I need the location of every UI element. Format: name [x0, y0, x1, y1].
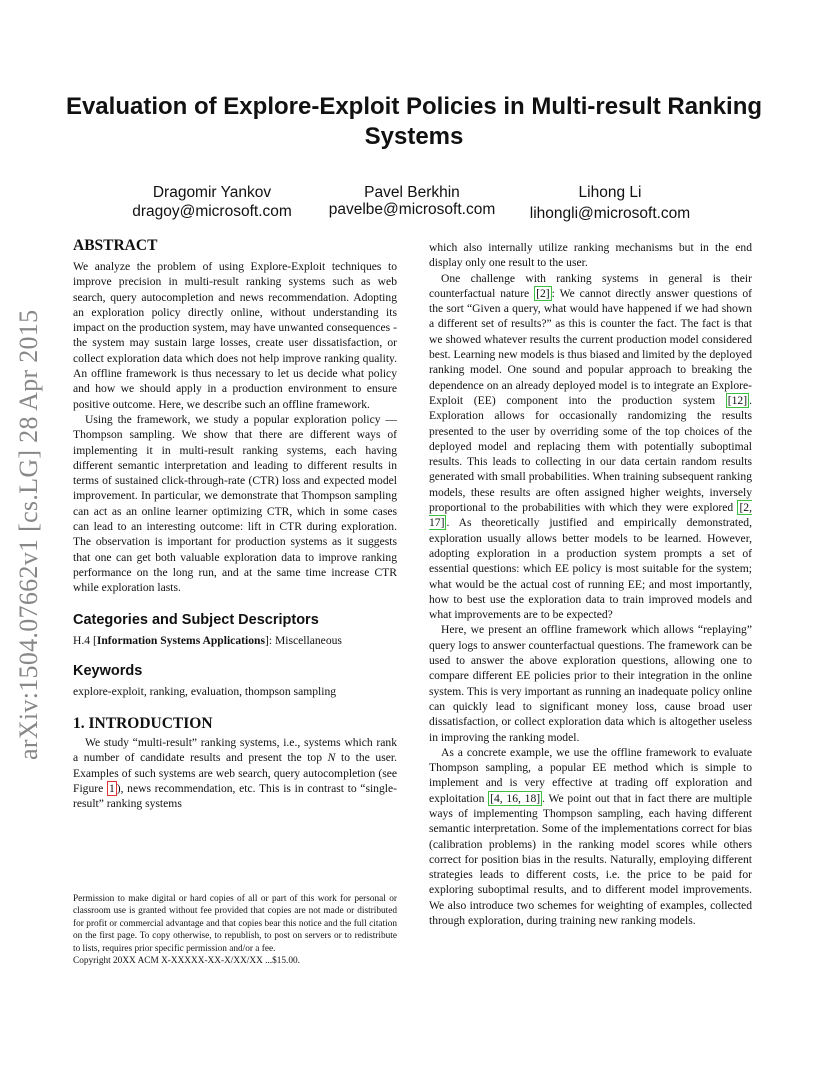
intro-paragraph: We study “multi-result” ranking systems, i.e., systems which rank a number of candidate results and present the top N to the user. Examples of such systems are web search, query autocompletion (see Figure 1 ), news recommendation, etc. This is in contrast to “single-result” ranking systems: [73, 736, 398, 811]
keywords-heading: Keywords: [73, 662, 143, 679]
author-name: Lihong Li: [578, 184, 642, 201]
paper-title: Evaluation of Explore-Exploit Policies in Multi-result Ranking Systems: [65, 93, 763, 150]
author-email: pavelbe@microsoft.com: [328, 201, 496, 218]
author-name: Dragomir Yankov: [152, 184, 272, 201]
author-email: dragoy@microsoft.com: [132, 203, 292, 220]
intro-paragraph: Here, we present an offline framework which allows “replaying” query logs to answer counterfactual questions. The framework can be used to answer the above exploration questions, allowing one to compare different EE policies prior to their integration in the online system. This is very important as running an inadequate policy online can quickly lead to significant money loss, cause broad user dissatisfaction, or collect exploration data which is altogether useless in improving the ranking model.: [429, 623, 752, 744]
citation-link[interactable]: [12]: [727, 393, 748, 407]
categories-heading: Categories and Subject Descriptors: [73, 611, 319, 628]
figure-link[interactable]: 1: [108, 782, 115, 796]
abstract-paragraph: Using the framework, we study a popular exploration policy — Thompson sampling. We show that there are different ways of implementing it in multi-result ranking systems, each having different semantic interpretation and leading to different results in terms of sustained click-through-rate (CTR) loss and expected model improvement. In particular, we demonstrate that Thompson sampling can act as an online learner optimizing CTR, which in some cases can lead to an interesting outcome: lift in CTR during exploration. The observation is important for production systems as it suggests that one can get both valuable exploration data to improve ranking performance on the long run, and at the same time increase CTR while exploration lasts.: [73, 412, 397, 595]
categories-text: H.4 [Information Systems Applications]: Miscellaneous: [73, 633, 342, 647]
author-block: [520, 183, 700, 223]
author-block: [318, 183, 506, 219]
citation-link[interactable]: [2]: [536, 286, 550, 300]
copyright-text: Copyright 20XX ACM X-XXXXX-XX-X/XX/XX ...$15.00.: [73, 956, 300, 967]
abstract-heading: ABSTRACT: [73, 237, 158, 254]
intro-paragraph: One challenge with ranking systems in general is their counterfactual nature [2] : We cannot directly answer questions of the sort “Given a query, what would have happened if we had shown a different set of results?” as this is counter the fact. The fact is that we showed whatever results the current production model considered best. Learning new models is thus biased and limited by the deployed ranking model. One sound and popular approach to breaking the dependence on an already deployed model is to integrate an Explore-Exploit (EE) component into the production system [12] . Exploration allows for occasionally randomizing the results presented to the user by overriding some of the top choices of the deployed model and replacing them with potentially suboptimal results. This leads to collecting in our data certain random results generated with small probabilities. When training subsequent ranking models, these results are often assigned higher weights, inversely proportional to the probabilities with which they were explored [2, 17] . As theoretically justified and empirically demonstrated, exploration usually allows better models to be learned. However, adopting exploration in a production system prompts a set of essential questions: which EE policy is most suitable for the system; what would be the actual cost of running EE; and most importantly, how to best use the exploration data to train improved models and what improvements are to be expected?: [429, 271, 752, 622]
permission-text: Permission to make digital or hard copies of all or part of this work for personal or classroom use is granted without fee provided that copies are not made or distributed for profit or commercial advantage and that copies bear this notice and the full citation on the first page. To copy otherwise, to republish, to post on servers or to redistribute to lists, requires prior specific permission and/or a fee.: [73, 894, 397, 954]
abstract-paragraph: We analyze the problem of using Explore-Exploit techniques to improve precision in multi-result ranking systems such as web search, query autocompletion and news recommendation. Adopting an exploration policy directly online, without understanding its impact on the production system, may have unwanted consequences - the system may sustain large losses, create user dissatisfaction, or collect exploration data which does not help improve ranking quality. An offline framework is thus necessary to let us decide what policy and how we should apply in a production environment to ensure positive outcome. Here, we describe such an offline framework.: [73, 260, 397, 411]
right-column: [429, 240, 752, 928]
arxiv-identifier: arXiv:1504.07662v1 [cs.LG] 28 Apr 2015: [14, 309, 43, 760]
author-block: [120, 183, 304, 221]
left-column: [73, 236, 397, 812]
intro-paragraph: which also internally utilize ranking mechanisms but in the end display only one result to the user.: [429, 241, 752, 270]
intro-paragraph: As a concrete example, we use the offline framework to evaluate Thompson sampling, a popular EE method which is simple to implement and is very effective at trading off exploration and exploitation [4, 16, 18] . We point out that in fact there are multiple ways of implementing Thompson sampling, each having different semantic interpretation. Some of the implementations correct for bias (calibration problems) in the ranking model scores while others correct for position bias in the results. Naturally, employing different strategies leads to different costs, i.e. the price to be paid for exploring suboptimal results, and to different model improvements. We also introduce two schemes for weighting of examples, collected through exploration, during training new ranking models.: [429, 745, 752, 928]
author-name: Pavel Berkhin: [364, 184, 460, 201]
permission-footnote: [73, 893, 397, 967]
citation-link[interactable]: [2, 17]: [429, 501, 752, 530]
introduction-heading: 1. INTRODUCTION: [73, 715, 213, 733]
author-email: lihongli@microsoft.com: [529, 205, 691, 222]
keywords-text: explore-exploit, ranking, evaluation, thompson sampling: [73, 684, 337, 698]
citation-link[interactable]: [4, 16, 18]: [490, 791, 541, 805]
